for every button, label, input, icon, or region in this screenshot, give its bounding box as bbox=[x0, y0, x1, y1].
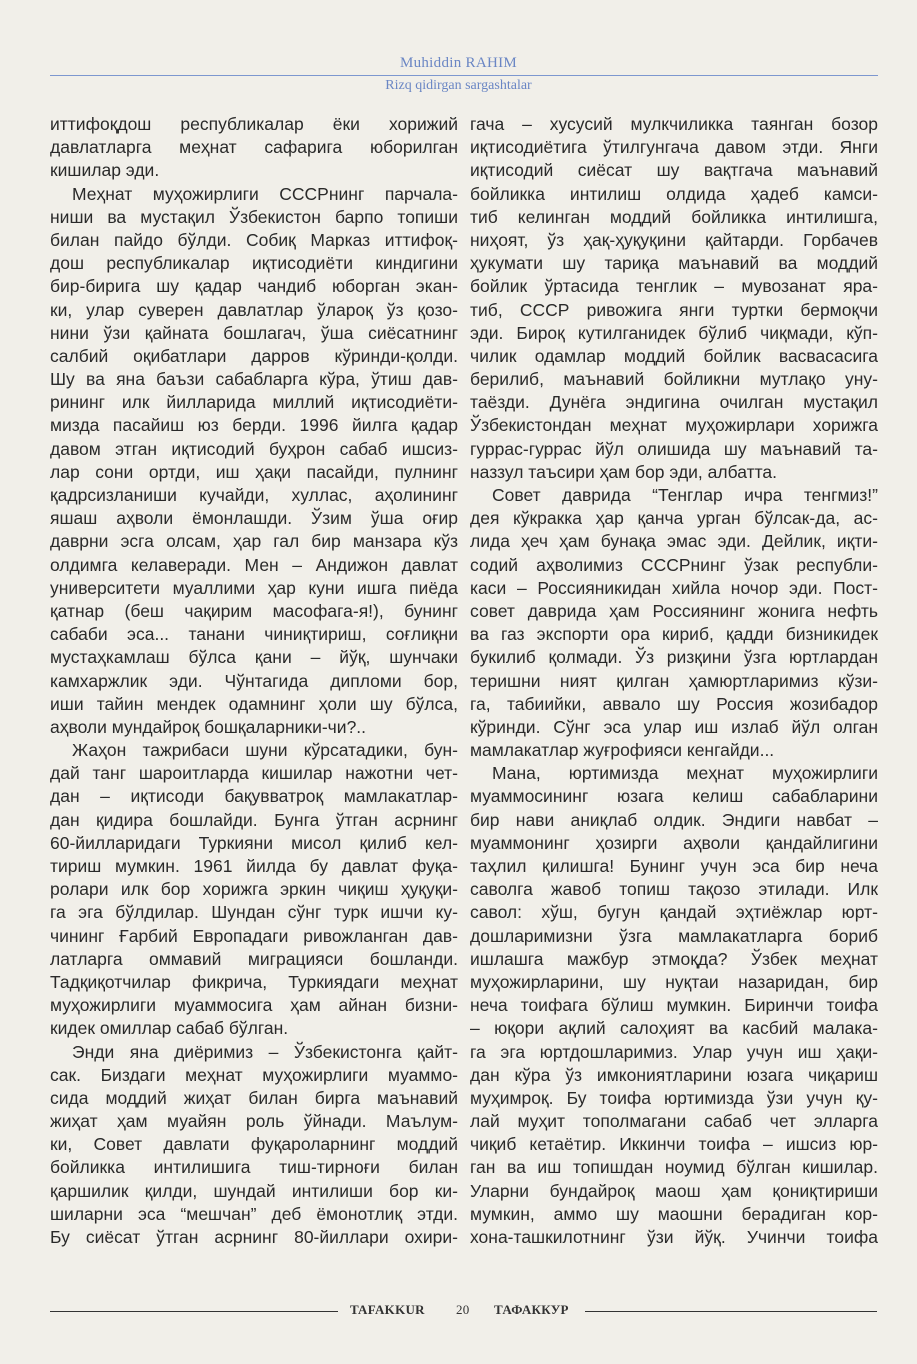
text-line: дай танг шароитларда кишилар нажотни чет- bbox=[50, 763, 458, 784]
text-line: ки, улар суверен давлатлар ўлароқ ўз қозо- bbox=[50, 299, 458, 320]
text-line: бир нави аниқлаб олдик. Эндиги навбат – bbox=[470, 809, 878, 830]
text-line: бойликка интилиш олдида ҳадеб камси- bbox=[470, 183, 878, 204]
text-line: давом этган иқтисодий буҳрон сабаб ишсиз- bbox=[50, 438, 458, 459]
text-line: Тадқиқотчилар фикрича, Туркиядаги меҳнат bbox=[50, 971, 458, 992]
text-line: муҳимроқ. Бу тоифа юртимизда ўзи учун қу- bbox=[470, 1087, 878, 1108]
text-line: чининг Ғарбий Европадаги ривожланган дав- bbox=[50, 925, 458, 946]
text-line: муаммосининг юзага келиш сабабларини bbox=[470, 786, 878, 807]
text-line: Ўзбекистондан меҳнат муҳожирлари хорижга bbox=[470, 415, 878, 436]
text-line: савол: хўш, бугун қандай эҳтиёжлар юрт- bbox=[470, 902, 878, 923]
text-line: Бу сиёсат ўтган асрнинг 80-йиллари охири- bbox=[50, 1227, 458, 1247]
text-line: таҳлил қилишга! Бунинг учун эса бир неча bbox=[470, 856, 878, 876]
text-line: 60-йилларидаги Туркияни мисол қилиб кел- bbox=[50, 832, 458, 853]
header-rule bbox=[50, 75, 878, 76]
text-line: букилиб қолмади. Ўз ризқини ўзга юртлардан bbox=[470, 647, 878, 668]
text-line: қатнар (беш чақирим масофага-я!), бунинг bbox=[50, 600, 458, 621]
text-line: университети муаллими ҳар куни ишга пиёда bbox=[50, 577, 458, 598]
text-line: берилиб, маънавий бойликни мутлақо уну- bbox=[470, 369, 878, 390]
text-line: ниҳоят, ўз ҳақ-ҳуқуқини қайтарди. Горбачев bbox=[470, 229, 878, 250]
footer-title-cyrillic: ТАФАККУР bbox=[494, 1302, 569, 1317]
text-line: муҳожирларини, шу нуқтаи назаридан, бир bbox=[470, 971, 878, 992]
text-line: Жаҳон тажрибаси шуни кўрсатадики, бун- bbox=[72, 740, 458, 761]
text-line: ниши ва мустақил Ўзбекистон барпо топиши bbox=[50, 206, 458, 227]
text-line: давлатларга меҳнат сафарига юборилган bbox=[50, 137, 458, 158]
text-line: дея кўкракка ҳар қанча урган бўлсак-да, ас- bbox=[470, 508, 878, 529]
text-line: хона-ташкилотнинг ўзи йўқ. Учинчи тоифа bbox=[470, 1227, 878, 1247]
text-line: мизда пасайиш юз берди. 1996 йилга қадар bbox=[50, 415, 458, 436]
text-line: мустаҳкамлаш бўлса қани – йўқ, шунчаки bbox=[50, 647, 458, 668]
text-line: мумкин, аммо шу маошни берадиган кор- bbox=[470, 1203, 878, 1224]
text-line: олдимга келаверади. Мен – Андижон давлат bbox=[50, 554, 458, 575]
text-line: неча тоифага бўлиш мумкин. Биринчи тоифа bbox=[470, 995, 878, 1016]
text-line: камхаржлик эди. Чўнтагида дипломи бор, bbox=[50, 670, 458, 691]
text-line: содий аҳволимиз СССРнинг ўзак республи- bbox=[470, 554, 878, 575]
text-line: даврни эсга олсам, ҳар гал бир манзара кўз bbox=[50, 531, 458, 552]
text-line: га эга бўлдилар. Шундан сўнг турк ишчи ку- bbox=[50, 902, 458, 923]
text-line: дан кўра ўз имкониятларини юзага чиқариш bbox=[470, 1064, 878, 1085]
text-line: қадрсизланиши кучайди, хуллас, аҳолининг bbox=[50, 485, 458, 505]
text-line: шиларни эса “мешчан” деб ёмонотлиқ этди. bbox=[50, 1203, 458, 1224]
text-line: ишлашга мажбур этмоқда? Ўзбек меҳнат bbox=[470, 948, 878, 969]
text-line: иттифоқдош республикалар ёки хорижий bbox=[50, 114, 458, 134]
text-line: тириш мумкин. 1961 йилда бу давлат фуқа- bbox=[50, 856, 458, 876]
text-line: гуррас-гуррас йўл олишида шу маънавий та- bbox=[470, 438, 878, 459]
text-line: – юқори ақлий салоҳият ва касбий малака- bbox=[470, 1018, 878, 1039]
text-line: тиб келинган моддий бойликка интилишга, bbox=[470, 206, 878, 227]
text-line: ролари илк бор хорижга эркин чиқиш ҳуқуқи- bbox=[50, 879, 458, 900]
text-line: тиб, СССР ривожига янги туртки бермоқчи bbox=[470, 299, 878, 320]
text-line: Совет даврида “Тенглар ичра тенгмиз!” bbox=[492, 485, 878, 505]
text-line: кишилар эди. bbox=[50, 160, 160, 181]
text-line: дошларимизни ўзга мамлакатларга бориб bbox=[470, 925, 878, 946]
text-line: аҳволи мундайроқ бошқаларники-чи?.. bbox=[50, 716, 367, 737]
text-line: совет даврида ҳам Россиянинг жонига нефть bbox=[470, 600, 878, 621]
text-line: қаршилик қилди, шундай интилиши бор ки- bbox=[50, 1180, 458, 1201]
text-line: рининг илк йилларида миллий иқтисодиёти- bbox=[50, 392, 458, 413]
footer-title-latin: TAFAKKUR bbox=[350, 1302, 425, 1317]
text-line: сак. Биздаги меҳнат муҳожирлиги муаммо- bbox=[50, 1064, 458, 1085]
text-line: чилик одамлар моддий бойлик васвасасига bbox=[470, 345, 878, 366]
text-line: бойликка интилишига тиш-тирноғи билан bbox=[50, 1157, 458, 1178]
text-line: дан – иқтисоди бақувватроқ мамлакатлар- bbox=[50, 786, 458, 807]
text-line: га, табиийки, аввало шу Россия жозибадор bbox=[470, 693, 878, 714]
text-line: Меҳнат муҳожирлиги СССРнинг парчала- bbox=[72, 183, 458, 204]
text-line: муаммонинг ҳозирги аҳволи қандайлигини bbox=[470, 832, 878, 853]
text-line: Мана, юртимизда меҳнат муҳожирлиги bbox=[492, 763, 878, 784]
text-line: Уларни бундайроқ маош ҳам қониқтириши bbox=[470, 1180, 878, 1201]
header-author: Muhiddin RAHIM bbox=[399, 55, 518, 71]
text-line: лар сони ортди, иш ҳақи пасайди, пулнинг bbox=[50, 461, 458, 482]
text-line: салбий оқибатлари дарров кўринди-қолди. bbox=[50, 345, 458, 366]
text-line: бойлик ўртасида тенглик – мувозанат яра- bbox=[470, 276, 878, 297]
text-line: бир-бирига шу қадар чандиб юборган экан- bbox=[50, 276, 458, 297]
text-line: дош республикалар иқтисодиёти киндигини bbox=[50, 253, 458, 274]
text-line: яшаш аҳволи ёмонлашди. Ўзим ўша оғир bbox=[50, 508, 458, 529]
text-line: жиҳат ҳам муайян роль ўйнади. Маълум- bbox=[50, 1111, 458, 1132]
text-line: эди. Бироқ кутилганидек бўлиб чиқмади, кўп- bbox=[470, 322, 878, 343]
text-line: нини ўзи қайната бошлагач, ўша сиёсатнинг bbox=[50, 322, 458, 343]
footer-rule-right bbox=[585, 1311, 877, 1312]
text-line: наззул таъсири ҳам бор эди, албатта. bbox=[470, 461, 778, 482]
text-line: иқтисодий сиёсат шу вақтгача маънавий bbox=[470, 160, 878, 181]
page-number: 20 bbox=[456, 1302, 470, 1317]
text-line: саволга жавоб топиш тақозо этилади. Илк bbox=[470, 879, 878, 900]
text-line: лай муҳит тополмагани сабаб чет элларга bbox=[470, 1111, 878, 1132]
text-line: лида ҳеч ҳам бунақа эмас эди. Дейлик, иқти- bbox=[470, 531, 878, 552]
text-line: гача – хусусий мулкчиликка таянган бозор bbox=[470, 114, 878, 134]
text-line: каси – Россияникидан хийла ночор эди. Пост- bbox=[470, 577, 878, 598]
footer-rule-left bbox=[50, 1311, 338, 1312]
text-line: теришни ният қилган ҳамюртларимиз кўзи- bbox=[470, 670, 878, 691]
right-column bbox=[470, 113, 878, 1249]
text-line: Шу ва яна баъзи сабабларга кўра, ўтиш дав- bbox=[50, 369, 458, 390]
header-subtitle: Rizq qidirgan sargashtalar bbox=[385, 78, 532, 93]
left-column bbox=[50, 113, 458, 1249]
text-line: ва газ экспорти ора кириб, қадди бизникидек bbox=[470, 624, 878, 645]
text-line: мамлакатлар жуғрофияси кенгайди... bbox=[470, 740, 775, 761]
text-line: сида моддий жиҳат билан бирга маънавий bbox=[50, 1087, 458, 1108]
text-line: га эга юртдошларимиз. Улар учун иш ҳақи- bbox=[470, 1041, 878, 1062]
text-line: муҳожирлиги муаммосига ҳам айнан бизни- bbox=[50, 995, 458, 1016]
text-line: таёзди. Дунёга эндигина очилган мустақил bbox=[470, 392, 878, 413]
text-line: чиқиб кетаётир. Иккинчи тоифа – ишсиз юр- bbox=[470, 1134, 878, 1155]
text-line: ҳукумати шу тариқа маънавий ва моддий bbox=[470, 253, 878, 274]
text-line: сабаби эса... танани чиниқтириш, соғлиқни bbox=[50, 624, 458, 645]
text-line: иши тайин мендек одамнинг ҳоли шу бўлса, bbox=[50, 693, 458, 714]
text-line: дан қидира бошлайди. Бунга ўтган асрнинг bbox=[50, 809, 458, 830]
text-line: ган ва иш топишдан ноумид бўлган кишилар. bbox=[470, 1157, 878, 1178]
text-line: Энди яна диёримиз – Ўзбекистонга қайт- bbox=[72, 1041, 458, 1062]
text-line: билан пайдо бўлди. Собиқ Марказ иттифоқ- bbox=[50, 229, 458, 250]
text-line: кидек омиллар сабаб бўлган. bbox=[50, 1018, 289, 1039]
text-line: ки, Совет давлати фуқароларнинг моддий bbox=[50, 1134, 458, 1155]
page-footer bbox=[0, 1300, 917, 1320]
text-line: иқтисодиётига ўтилгунгача давом этди. Янги bbox=[470, 137, 878, 158]
text-line: латларга оммавий миграцияси бошланди. bbox=[50, 948, 458, 969]
text-line: кўринди. Сўнг эса улар иш излаб йўл олган bbox=[470, 716, 878, 737]
